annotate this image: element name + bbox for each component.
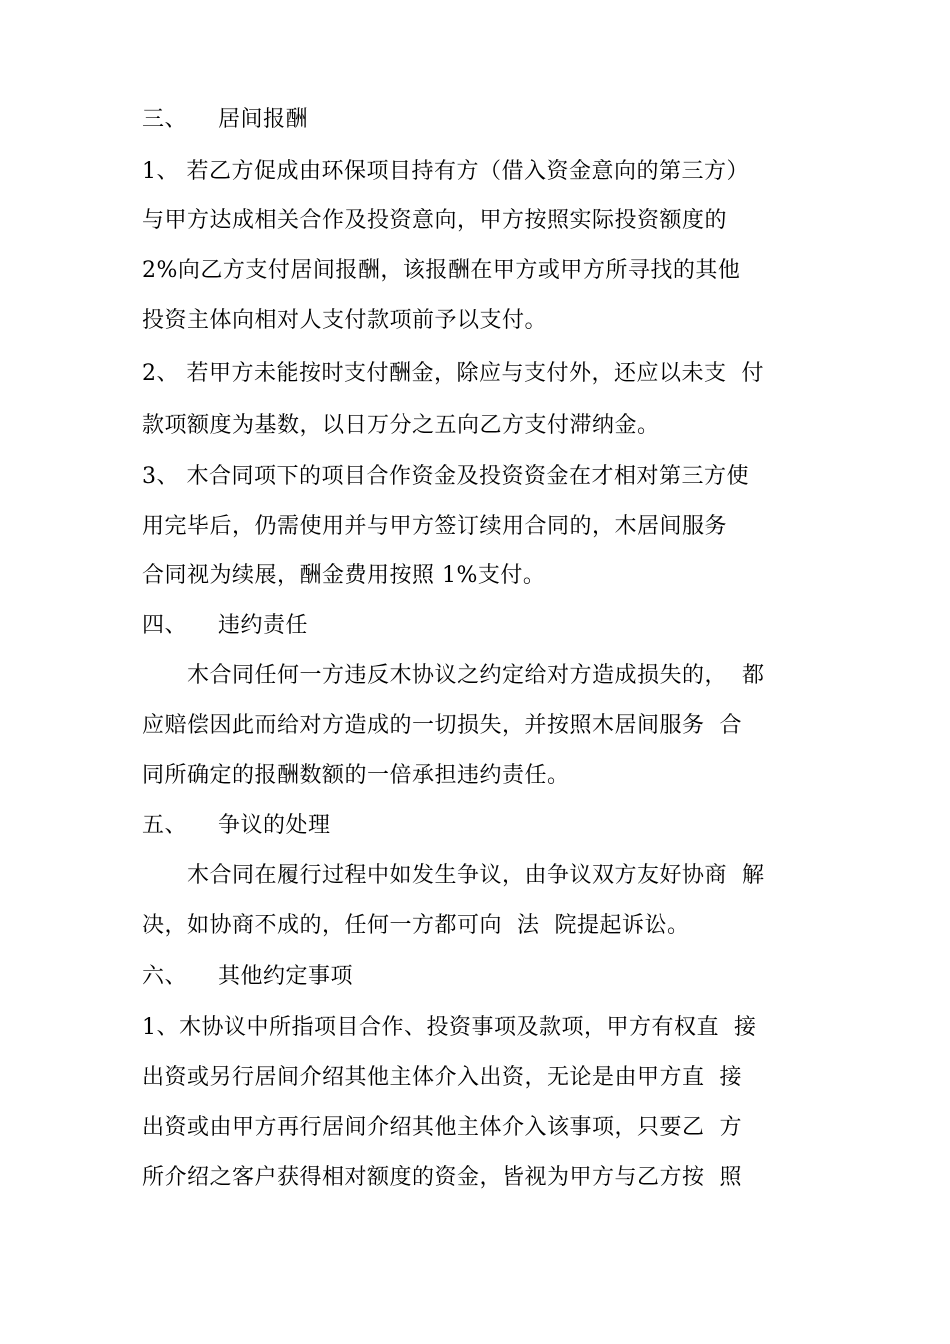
text-line: 合同视为续展，酬金费用按照 1%支付。 bbox=[142, 563, 546, 588]
text-line: 1、 若乙方促成由环保项目持有方（借入资金意向的第三方） bbox=[142, 159, 749, 184]
text-line: 应赔偿因此而给对方造成的一切损失，并按照木居间服务 合 bbox=[142, 713, 742, 738]
section-number: 五、 bbox=[142, 813, 188, 838]
text-line: 投资主体向相对人支付款项前予以支付。 bbox=[142, 308, 548, 333]
text-line: 与甲方达成相关合作及投资意向，甲方按照实际投资额度的 bbox=[142, 208, 728, 233]
text-line: 1、木协议中所指项目合作、投资事项及款项，甲方有权直 接 bbox=[142, 1015, 757, 1040]
text-line: 款项额度为基数，以日万分之五向乙方支付滞纳金。 bbox=[142, 413, 660, 438]
section-heading bbox=[142, 811, 331, 841]
section-title: 居间报酬 bbox=[218, 107, 309, 132]
section-title: 违约责任 bbox=[218, 613, 309, 638]
text-line: 3、 木合同项下的项目合作资金及投资资金在才相对第三方使 bbox=[142, 464, 749, 489]
section-heading bbox=[142, 105, 308, 135]
text-line: 同所确定的报酬数额的一倍承担违约责任。 bbox=[142, 763, 570, 788]
section-number: 四、 bbox=[142, 613, 188, 638]
text-line: 木合同任何一方违反木协议之约定给对方造成损失的， 都 bbox=[187, 663, 765, 688]
text-line: 出资或由甲方再行居间介绍其他主体介入该事项，只要乙 方 bbox=[142, 1115, 742, 1140]
text-line: 2、 若甲方未能按时支付酬金，除应与支付外，还应以未支 付 bbox=[142, 361, 764, 386]
section-title: 争议的处理 bbox=[218, 813, 331, 838]
text-line: 2%向乙方支付居间报酬，该报酬在甲方或甲方所寻找的其他 bbox=[142, 258, 741, 283]
section-number: 三、 bbox=[142, 107, 188, 132]
section-heading bbox=[142, 611, 308, 641]
section-heading bbox=[142, 962, 353, 992]
text-line: 用完毕后，仍需使用并与甲方签订续用合同的，木居间服务 bbox=[142, 514, 728, 539]
text-line: 木合同在履行过程中如发生争议，由争议双方友好协商 解 bbox=[187, 863, 765, 888]
text-line: 出资或另行居间介绍其他主体介入出资，无论是由甲方直 接 bbox=[142, 1065, 742, 1090]
text-line: 所介绍之客户获得相对额度的资金，皆视为甲方与乙方按 照 bbox=[142, 1165, 742, 1190]
text-line: 决，如协商不成的，任何一方都可向 法 院提起诉讼。 bbox=[142, 913, 690, 938]
section-number: 六、 bbox=[142, 964, 188, 989]
section-title: 其他约定事项 bbox=[218, 964, 354, 989]
